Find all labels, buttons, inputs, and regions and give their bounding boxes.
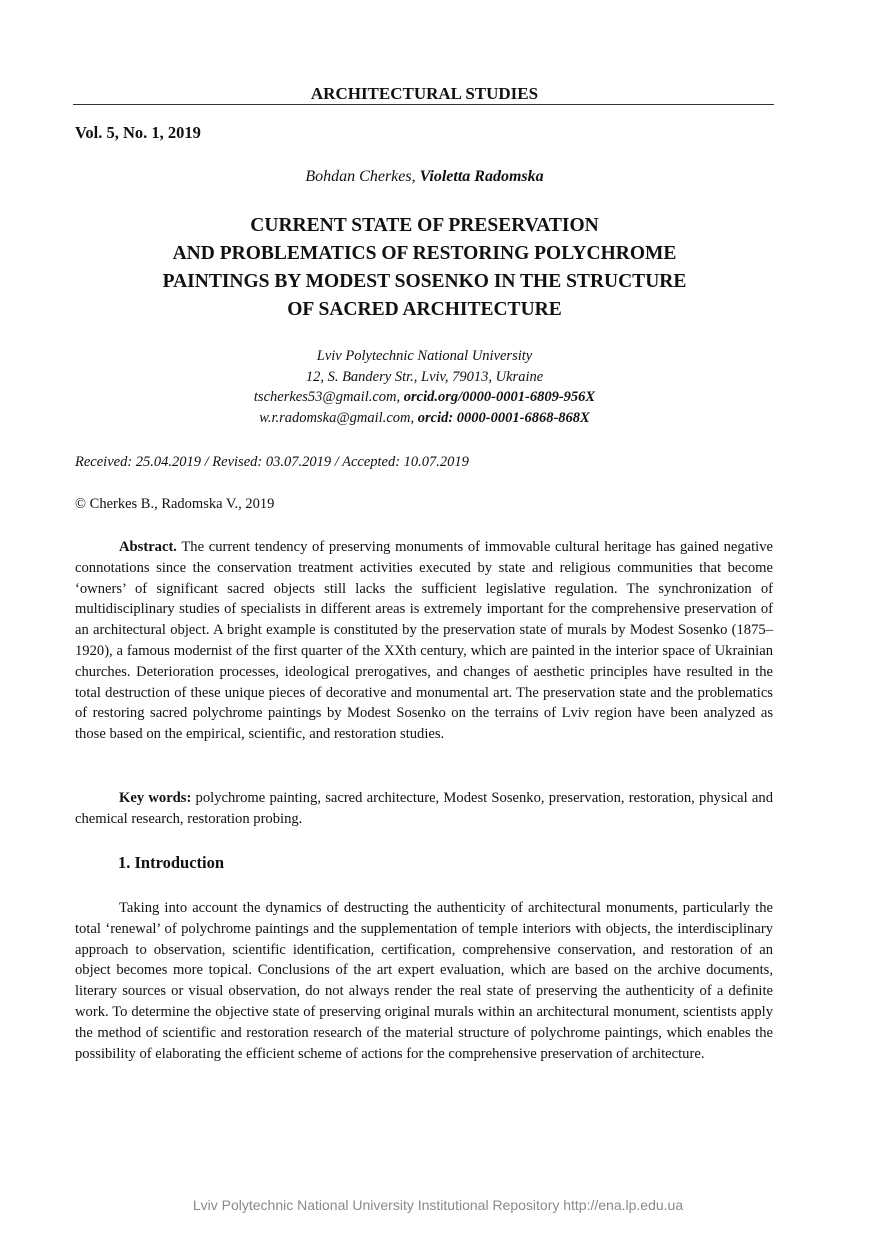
- title-line: OF SACRED ARCHITECTURE: [287, 299, 562, 320]
- abstract-label: Abstract.: [119, 539, 177, 555]
- abstract: [75, 537, 773, 745]
- title-line: PAINTINGS BY MODEST SOSENKO IN THE STRUCTURE: [162, 271, 687, 292]
- copyright: © Cherkes B., Radomska V., 2019: [75, 496, 275, 512]
- introduction-text: Taking into account the dynamics of destructing the authenticity of architectural monuments, particularly the total ‘renewal’ of polychrome paintings and the supplementation of temple interiors with objects, the interdisciplinary approach to observation, scientific identification, certification, comprehensive conservation, and restoration of an object becomes more topical. Conclusions of the art expert evaluation, which are based on the archive documents, literary sources or visual observation, do not always render the real state of preserving the authenticity of a definite work. To determine the objective state of preserving original murals within an architectural monument, scientists apply the method of scientific and restoration research of the material structure of polychrome paintings, which enables the possibility of elaborating the efficient scheme of actions for the comprehensive preservation of architecture.: [75, 900, 773, 1062]
- abstract-text: The current tendency of preserving monuments of immovable cultural heritage has gained negative connotations since the conservation treatment activities executed by state and religious communities that become ‘owners’ of significant sacred objects still lacks the sufficient legislative regulation. The synchronization of multidisciplinary studies of specialists in different areas is extremely important for the comprehensive preservation of an architectural object. A bright example is constituted by the preservation state of murals by Modest Sosenko (1875–1920), a famous modernist of the first quarter of the XXth century, which are painted in the interior space of Ukrainian churches. Deterioration processes, ideological prerogatives, and changes of aesthetic principles have resulted in the total destruction of these unique pieces of decorative and monumental art. The preservation state and the problematics of restoring sacred polychrome paintings by Modest Sosenko on the terrains of Lviv region have been analyzed as those based on the empirical, scientific, and restoration studies.: [75, 539, 773, 743]
- journal-name: ARCHITECTURAL STUDIES: [310, 84, 539, 103]
- section-heading: 1. Introduction: [118, 853, 225, 872]
- author-2: Violetta Radomska: [419, 168, 544, 185]
- repository-footer: Lviv Polytechnic National University Institutional Repository http://ena.lp.edu.ua: [192, 1197, 684, 1213]
- paper-title: [75, 212, 774, 324]
- authors: [75, 168, 774, 186]
- keywords-text: polychrome painting, sacred architecture, Modest Sosenko, preservation, restoration, physical and chemical research, restoration probing.: [75, 790, 773, 827]
- address: 12, S. Bandery Str., Lviv, 79013, Ukraine: [305, 368, 544, 385]
- orcid-1[interactable]: orcid.org/0000-0001-6809-956X: [403, 389, 596, 405]
- orcid-2[interactable]: orcid: 0000-0001-6868-868X: [417, 409, 590, 426]
- keywords: [75, 788, 773, 830]
- header-divider: [73, 104, 774, 105]
- keywords-label: Key words:: [119, 790, 192, 806]
- email-2[interactable]: w.r.radomska@gmail.com,: [259, 409, 415, 426]
- submission-dates: Received: 25.04.2019 / Revised: 03.07.2019 / Accepted: 10.07.2019: [75, 454, 469, 470]
- author-1: Bohdan Cherkes,: [305, 168, 416, 185]
- affiliation: [75, 346, 774, 428]
- title-line: AND PROBLEMATICS OF RESTORING POLYCHROME: [172, 243, 677, 264]
- volume-info: Vol. 5, No. 1, 2019: [75, 123, 201, 142]
- title-line: CURRENT STATE OF PRESERVATION: [250, 215, 599, 236]
- institution: Lviv Polytechnic National University: [316, 348, 533, 364]
- email-1[interactable]: tscherkes53@gmail.com,: [253, 389, 401, 405]
